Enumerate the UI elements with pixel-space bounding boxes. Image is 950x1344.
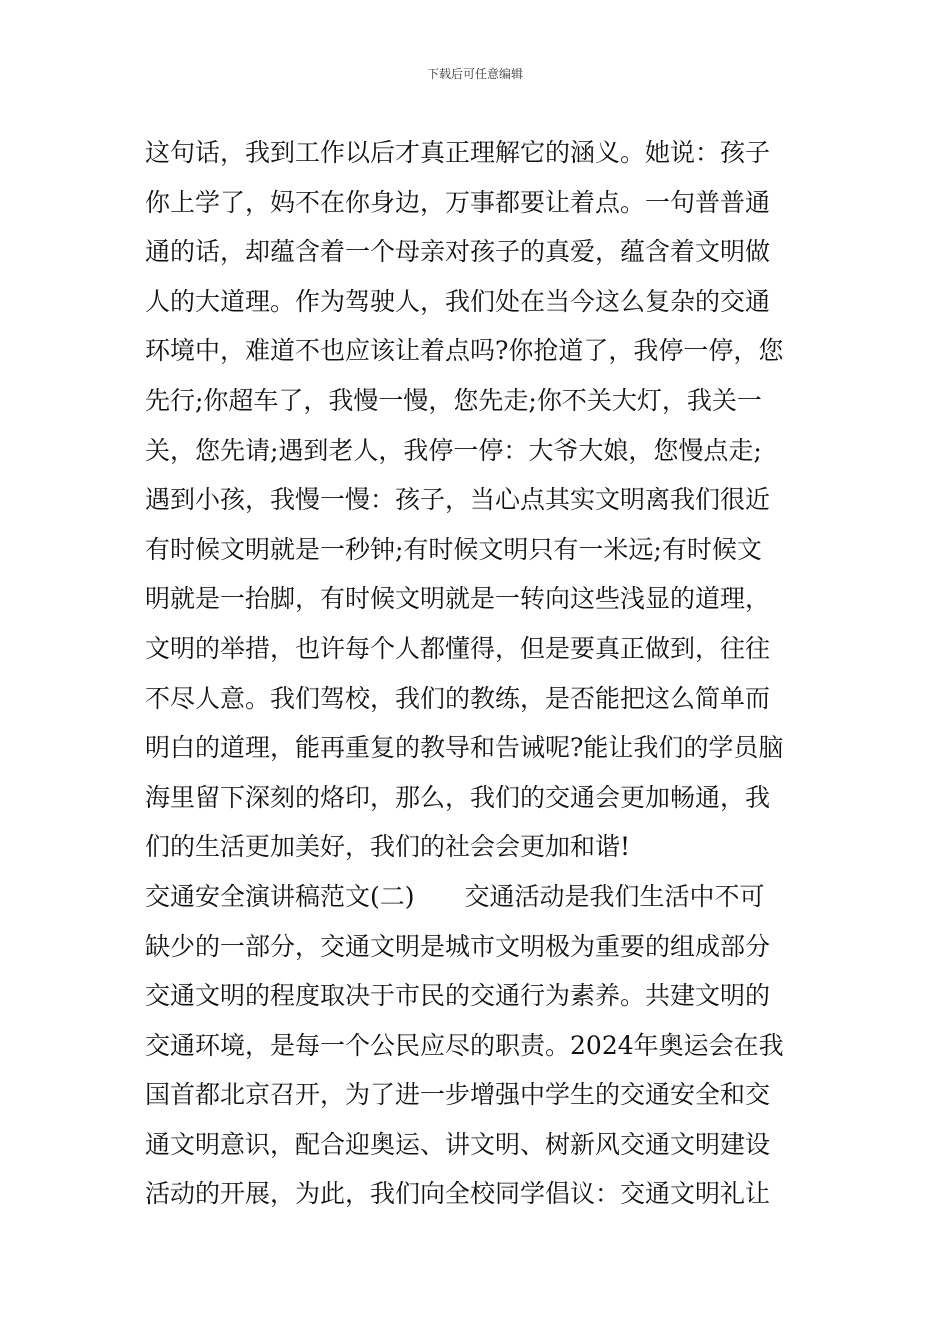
text-line: 交通环境，是每一个公民应尽的职责。2024年奥运会在我 (145, 1030, 784, 1060)
text-line: 国首都北京召开，为了进一步增强中学生的交通安全和交 (145, 1080, 771, 1110)
text-line: 关，您先请;遇到老人，我停一停：大爷大娘，您慢点走; (145, 435, 762, 465)
text-line: 遇到小孩，我慢一慢：孩子，当心点其实文明离我们很近 (145, 485, 771, 515)
text-line: 文明的举措，也许每个人都懂得，但是要真正做到，往往 (145, 633, 771, 663)
text-line: 通的话，却蕴含着一个母亲对孩子的真爱，蕴含着文明做 (145, 237, 771, 267)
page-header-note: 下载后可任意编辑 (426, 67, 523, 81)
document-body (145, 128, 815, 1219)
text-line: 们的生活更加美好，我们的社会会更加和谐! (145, 832, 631, 862)
text-line: 先行;你超车了，我慢一慢，您先走;你不关大灯，我关一 (145, 385, 762, 415)
text-line: 你上学了，妈不在你身边，万事都要让着点。一句普普通 (145, 187, 771, 217)
text-line: 环境中，难道不也应该让着点吗?你抢道了，我停一停，您 (145, 336, 784, 366)
text-line: 活动的开展，为此，我们向全校同学倡议：交通文明礼让 (145, 1179, 771, 1209)
text-line: 明就是一抬脚，有时候文明就是一转向这些浅显的道理， (145, 584, 771, 614)
text-line: 缺少的一部分，交通文明是城市文明极为重要的组成部分 (145, 931, 771, 961)
text-line: 不尽人意。我们驾校，我们的教练，是否能把这么简单而 (145, 683, 771, 713)
text-line: 海里留下深刻的烙印，那么，我们的交通会更加畅通，我 (145, 782, 771, 812)
text-line: 人的大道理。作为驾驶人，我们处在当今这么复杂的交通 (145, 286, 771, 316)
text-line: 通文明意识，配合迎奥运、讲文明、树新风交通文明建设 (145, 1129, 771, 1159)
text-line: 有时候文明就是一秒钟;有时候文明只有一米远;有时候文 (145, 534, 762, 564)
text-line: 交通文明的程度取决于市民的交通行为素养。共建文明的 (145, 981, 771, 1011)
section-heading-line: 交通安全演讲稿范文(二) 交通活动是我们生活中不可 (145, 881, 765, 911)
text-line: 这句话，我到工作以后才真正理解它的涵义。她说：孩子 (145, 138, 771, 167)
text-line: 明白的道理，能再重复的教导和告诫呢?能让我们的学员脑 (145, 733, 784, 763)
